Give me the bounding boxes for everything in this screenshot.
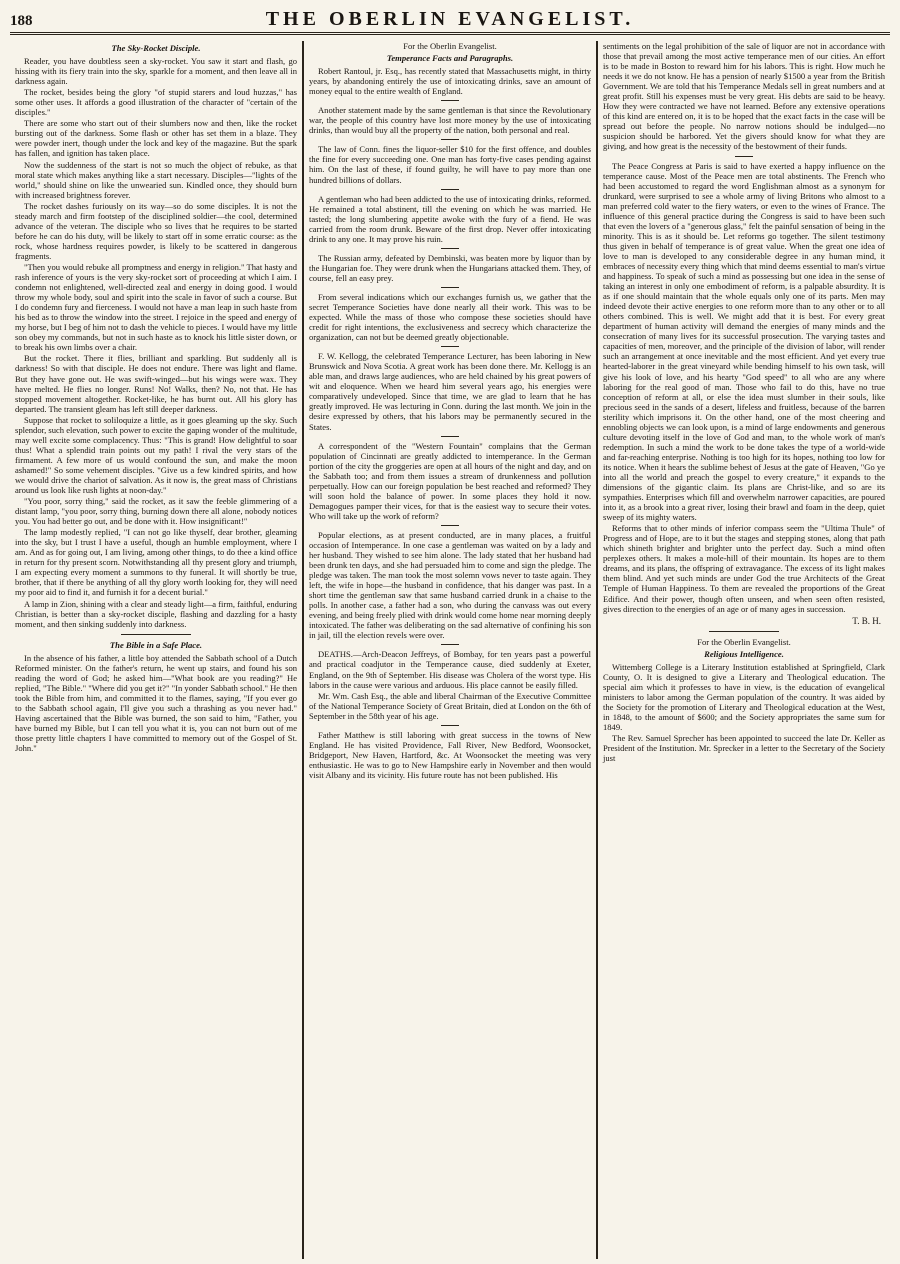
paragraph: The law of Conn. fines the liquor-seller $10 for the first offence, and doubles the fine for every succeeding one. One man has forty-five cases pending against him. On the last of these, if found guilty, he will have to pay more than one hundred billions of dollars. [309,144,591,185]
paragraph: A gentleman who had been addicted to the use of intoxicating drinks, reformed. He remained a total abstinent, till the evening on which he was married. He tasted; the long slumbering appetite awoke with the fury of a fiend. He was carried from the room drunk. Beware of the first drop. Never offer intoxicating drink to any one. It may prove his ruin. [309,193,591,244]
paragraph: From several indications which our exchanges furnish us, we gather that the secret Temperance Societies have done nearly all their work. This was to be expected. While the mass of those who compose these societies should have credit for right intentions, the exclusiveness and secrecy which characterize the organization, can not but be deemed greatly objectionable. [309,291,591,343]
item-divider [441,346,459,347]
item-divider [735,156,753,157]
paragraph: The Peace Congress at Paris is said to have exerted a happy influence on the temperance cause. Most of the Peace men are total abstinents. The French who had been accustomed to regard the word Englishman almost as a synonym for drunkard, were surprised to see a whole army of living Britons who almost to a man preferred cold water to the fiery waters, or even to the wines of France. The influence of this general practice during the Congress is said to have been such that even the lovers of a "generous glass," felt the painful sensation of being in the minority. This is as it should be. Let reforms go together. The silent testimony thus given in behalf of temperance is of great value. When the great one idea of love to man is developed to any considerable degree in any human mind, it embraces of necessity every thing which that mind deems essential to man's virtue and happiness. To speak of such a mind as possessing but one idea in the sense of taking an interest in only one embodiment of reform, is a palpable absurdity. It is as if one should maintain that the whole equals only one of its parts. Men may indeed devote their active energies to one reform more than to any other or to all others combined. This is well. We might add that it is best. For every great department of human activity will demand the energies of many minds and the consecration of many lives for its successful prosecution. The varying tastes and capacities of men, moreover, and the principle of the division of labor, will render such an arrangement at once inevitable and the most efficient. And yet every true hearted-laborer in the great vineyard while bending himself to his own task, will give his look of love, and his hearty "God speed" to all who are any where laboring for the real good of man. Those who fail to do this, have no true conception of reform at all, or else the idea must slumber in their souls, like precious seed in the sands of a desert, lifeless and fruitless, because of the barren sterility which imprisons it. On the other hand, one of the most cheering and ennobling objects we can look upon, is a mind of large endowments and generous culture devoting itself in the love of God and man, to the whole work of man's redemption. In such a mind the work to be done takes the type of a world-wide and far-reaching enterprise. Nothing is too high for its hopes, nothing too low for its notice. When it hears the sublime behest of Jesus at the gate of Heaven, "Go ye into all the world and preach the gospel to every creature," it expands to the dimensions of the gigantic claim. Its plans are Christ-like, and so are its sympathies. Enterprises which fill and overwhelm narrower capacities, are poured into it, as a brook into a great river, losing their brawl and foam in the deep, quiet sweep of its mighty waters. [603,160,885,523]
paragraph: Robert Rantoul, jr. Esq., has recently stated that Massachusetts might, in thirty years, by abandoning entirely the use of intoxicating drinks, save an amount of money equal to the entire wealth of England. [309,66,591,97]
item-divider [441,644,459,645]
paragraph: Wittemberg College is a Literary Institution established at Springfield, Clark County, O. It is designed to give a Literary and Theological education. The special aim which it professes to have in view, is the education of evangelical ministers to labor among the German population of the country. It was aided by the Society for the promotion of Literary and Theological education at the West, in 1848, to the amount of $600; and the Society appropriates the same sum for 1849. [603,661,885,733]
journal-title: THE OBERLIN EVANGELIST. [265,8,635,30]
paragraph: sentiments on the legal prohibition of the sale of liquor are not in accordance with those that prevail among the most active temperance men of our cities. An effort is to be made in Boston to reward him for his labors. This is right. How much he needs it we do not know. He has a pension of nearly $1500 a year from the British Government. We are told that his Temperance Medals sell in great numbers and at great profit. Still his expenses must be very great. His debts are said to be heavy. How they were contracted we have not learned. Before any extensive operations of this kind are entered on, it is to be hoped that the exact facts in the case will be spread out before the people. No narrow notions should be indulged—no suspicion should be harbored. Yet the givers should know for what they are giving, and how great is the necessity of the bestowment of their funds. [603,41,885,152]
columns [10,41,890,1259]
article-title-temperance: Temperance Facts and Paragraphs. [386,53,514,64]
kicker: For the Oberlin Evangelist. [403,41,497,51]
paragraph: Popular elections, as at present conducted, are in many places, a fruitful occasion of Intemperance. In one case a gentleman was waited on by a lady and her husband. They wished to see him alone. The lady stated that her husband had been drunk ten days, and she had persuaded him to come and sign the pledge. The pledge was taken. The man took the most solemn vows never to taste again. They left, the wife in hope—the husband in confidence, that his danger was past. In a short time the gentleman saw that same husband carried drunk in a chaise to the polls. In another case, a father had a son, who during the canvass was out every evening, and being freely plied with drink would come home near morning deeply intoxicated. The father was deliberating on the sad alternative of confining his son in jail, till the election revels were over. [309,529,591,641]
paragraph: The Rev. Samuel Sprecher has been appointed to succeed the late Dr. Keller as President of the Institution. Mr. Sprecker in a letter to the Secretary of the Society just [603,733,885,764]
item-divider [441,287,459,288]
paragraph: The lamp modestly replied, "I can not go like thyself, dear brother, gleaming into the sky, but I trust I have a useful, though an humble employment, where I am. And as for going out, I am living, among other things, to do thee a kind office in return for thy present scorn. Notwithstanding all thy present glory and triumph, I am expecting every moment a summons to thy funeral. It will shortly be true, brother, that if there be anything of all thy glory worth looking for, they will need my poor aid to find it, and furnish it for a decent burial." [15,527,297,598]
paragraph: F. W. Kellogg, the celebrated Temperance Lecturer, has been laboring in New Brunswick and Nova Scotia. A great work has been done there. Mr. Kellogg is an able man, and draws large audiences, who are held chained by his great powers of wit and eloquence. When we heard him several years ago, his energies were comparatively undeveloped. Since that time, we are glad to learn that he has greatly improved. He was lecturing in Conn. during the last month. We join in the desire expressed by others, that his labors may be permanently secured in the States. [309,351,591,432]
article-title-bible: The Bible in a Safe Place. [109,639,203,650]
paragraph: A lamp in Zion, shining with a clear and steady light—a firm, faithful, enduring Christian, is better than a sky-rocket disciple, flashing and dazzling for a hasty moment, and then sinking suddenly into darkness. [15,598,297,629]
column-3 [598,41,890,1259]
item-divider [441,436,459,437]
masthead [10,8,890,35]
paragraph: There are some who start out of their slumbers now and then, like the rocket bursting out of the darkness. Some flash or other has set them in a blaze. They were powder inert, though under the lock and key of the magazine. But the spark has fallen, and ignition has taken place. [15,118,297,159]
kicker: For the Oberlin Evangelist. [697,636,791,647]
paragraph: Father Matthew is still laboring with great success in the towns of New England. He has visited Providence, Fall River, New Bedford, Woonsocket, Bridgeport, New Haven, Hartford, &c. At Woonsocket the meeting was very enthusiastic. He was to go to New Hampshire early in November and then would visit Albany and its vicinity. His future route has not been published. His [309,729,591,780]
item-divider [441,725,459,726]
paragraph: Now the suddenness of the start is not so much the object of rebuke, as that moral state which makes anything like a start necessary. Disciples—"lights of the world," should shine on like the unwearied sun. Kindled once, they should burn with increased brightness forever. [15,159,297,200]
item-divider [441,189,459,190]
section-divider [121,634,191,635]
paragraph: DEATHS.—Arch-Deacon Jeffreys, of Bombay, for ten years past a powerful and practical coadjutor in the Temperance cause, died suddenly at Exeter, England, on the 9th of September. His disease was Cholera of the worst type. His labors in the cause were various and arduous. His place cannot be easily filled. [309,649,591,690]
article-title-religious: Religious Intelligence. [704,648,784,659]
paragraph: The Russian army, defeated by Dembinski, was beaten more by liquor than by the Hungarian foe. They were drunk when the Hungarians attacked them. They, of course, fell an easy prey. [309,252,591,283]
paragraph: In the absence of his father, a little boy attended the Sabbath school of a Dutch Reformed minister. On the father's return, he went up stairs, and found his son reading the word of God; he asked him—"What book are you reading?" He replied, "The Bible." "Where did you get it?" "In yonder Sabbath school." He then took the Bible from him, and committed it to the flames, saying, "If you ever go to the Sabbath school again, I'll give you such a thrashing as you never had." Having ascertained that the Bible was burned, the son said to him, "Father, you have burned my Bible, but I can tell you what it is, you can not burn out of me those pretty little chapters I have committed to memory out of the Gospel of St. John." [15,652,297,754]
paragraph: Reader, you have doubtless seen a sky-rocket. You saw it start and flash, go hissing with its fiery train into the sky, sparkle for a moment, and then leave all in darkness again. [15,56,297,87]
paragraph: But the rocket. There it flies, brilliant and sparkling. But suddenly all is darkness! So with that disciple. He does not endure. There was light and flame. But they have gone out. He was swift-winged—but his wings were wax. They have melted. He flies no longer. Runs! No! Walks, then? No, not that. He has stopped movement altogether. Rocket-like, he has burnt out. All his glory has departed. The transient gleam has left still deeper darkness. [15,353,297,414]
column-2 [304,41,596,1259]
paragraph: The rocket dashes furiously on its way—so do some disciples. It is not the steady march and firm footstep of the disciplined soldier—the cool, determined advance of the veteran. The disciple who so lives that he requires to be started before he can do his duty, will be likely to start off in some erratic course: as the rock, whose hardness requires powder, is likely to be scattered in dangerous fragments. [15,200,297,261]
signature: T. B. H. [852,615,881,626]
section-divider [709,631,779,632]
paragraph: Suppose that rocket to soliloquize a little, as it goes gleaming up the sky. Such splendor, such elevation, such power to excite the gaping wonder of the multitude, may well excite some complacency. Thus: "This is grand! How delightful to soar thus! What a splendid train points out my path! I rival the very stars of the firmament. A few more of us would confound the sun, and make the moon ashamed!" So some vehement disciples. "Give us a few kindred spirits, and how we would drive the chariot of salvation. As it now is, the great mass of Christians around us look like rush lights at noon-day." [15,414,297,496]
paragraph: "You poor, sorry thing," said the rocket, as it saw the feeble glimmering of a distant lamp, "you poor, sorry thing, burning down there all alone, nobody notices you. You had better go out, and be done with it. How insignificant!" [15,496,297,527]
page-number: 188 [10,13,33,29]
article-title-sky-rocket: The Sky-Rocket Disciple. [111,43,201,53]
paragraph: Another statement made by the same gentleman is that since the Revolutionary war, the people of this country have lost more money by the use of intoxicating drinks, than would buy all the property of the nation, both personal and real. [309,105,591,136]
paragraph: A correspondent of the "Western Fountain" complains that the German population of Cincinnati are greatly addicted to intemperance. In the German portion of the city the groggeries are open at all hours of the night and day, and on the Sabbath too; and from them issues a stream of drunkenness and pollution perpetually. How can our foreign population be best reached and reformed? They will soon hold the balance of power. In some places they hold it now. Demagogues pamper their vices, for that is the easiest way to secure their votes. Who will take up the work of reform? [309,440,591,521]
column-1 [10,41,302,1259]
item-divider [441,525,459,526]
item-divider [441,248,459,249]
item-divider [441,139,459,140]
paragraph: Mr. Wm. Cash Esq., the able and liberal Chairman of the Executive Committee of the National Temperance Society of Great Britain, died at London on the 6th of September in the 58th year of his age. [309,690,591,721]
paragraph: The rocket, besides being the glory "of stupid starers and loud huzzas," has some other uses. It affords a good illustration of the character of "certain of the disciples." [15,87,297,118]
item-divider [441,100,459,101]
paragraph: "Then you would rebuke all promptness and energy in religion." That hasty and rash inference of yours is the very sky-rocket sort of proceeding at which I aim. I condemn not enlightened, well-directed zeal and energy in doing good. I would throw my whole body, soul and spirit into the scale in favor of such a course. But I do condemn fury and fierceness. I would not have a man leap in such haste from his bed as to throw the window into the street. I rejoice in the speed and energy of my horse, but I beg of him not to dash the vehicle to pieces. I would have my little son obey my commands, but not in such haste as to knock his little sister down, or to break his own limbs over a chair. [15,261,297,353]
paragraph: Reforms that to other minds of inferior compass seem the "Ultima Thule" of Progress and of Hope, are to it but the stages and stepping stones, along that path which shineth brighter and brighter unto the perfect day. Such a mind often perplexes others. It makes a mole-hill of their mountain. Its hopes are to them dreams, and its plans, the offspring of extravagance. The excess of its light makes them blind. And yet such minds are under God the true Architects of the Great Temple of Human Happiness. To them are revealed the proportions of the Great Edifice. And their power, though often unseen, and when seen often resisted, gives direction to the energies of an age or of many ages in succession. [603,523,885,614]
